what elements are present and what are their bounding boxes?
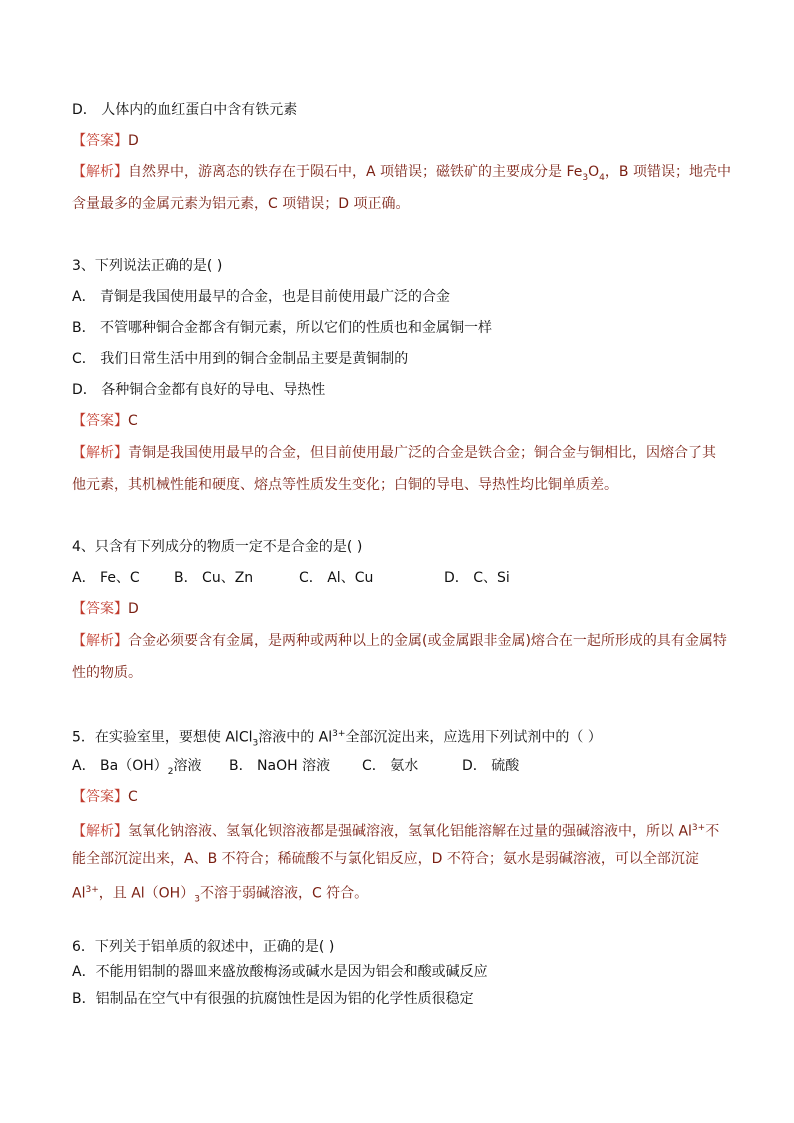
answer-value: C bbox=[128, 413, 138, 429]
answer-value: D bbox=[128, 601, 139, 617]
q4-analysis-line2: 性的物质。 bbox=[72, 665, 142, 681]
q2-answer bbox=[72, 131, 139, 151]
q6-option-a: A．不能用铝制的器皿来盛放酸梅汤或碱水是因为铝会和酸或碱反应 bbox=[72, 964, 488, 980]
analysis-tag: 【解析】 bbox=[72, 445, 128, 461]
answer-value: C bbox=[128, 789, 138, 805]
q4-option-d: D． C、Si bbox=[444, 570, 510, 586]
q5-analysis-line1: 【解析】氢氧化钠溶液、氢氧化钡溶液都是强碱溶液，氢氧化铝能溶解在过量的强碱溶液中，所以 $Al^{3+}$不 bbox=[72, 823, 720, 840]
answer-tag: 【答案】 bbox=[72, 789, 128, 805]
q3-option-b: B． 不管哪种铜合金都含有铜元素，所以它们的性质也和金属铜一样 bbox=[72, 320, 493, 336]
answer-tag: 【答案】 bbox=[72, 133, 128, 149]
q5-option-c: C． 氨水 bbox=[362, 758, 419, 774]
q2-option-d: D． 人体内的血红蛋白中含有铁元素 bbox=[72, 102, 298, 118]
q2-analysis-line1: 【解析】自然界中，游离态的铁存在于陨石中，A 项错误；磁铁矿的主要成分是 $Fe_3O_4$，B 项错误；地壳中 bbox=[72, 164, 731, 183]
q3-option-d: D． 各种铜合金都有良好的导电、导热性 bbox=[72, 382, 326, 398]
answer-tag: 【答案】 bbox=[72, 413, 128, 429]
q6-option-b: B．铝制品在空气中有很强的抗腐蚀性是因为铝的化学性质很稳定 bbox=[72, 991, 474, 1007]
answer-value: D bbox=[128, 133, 139, 149]
q5-answer bbox=[72, 787, 138, 807]
q5-stem: 5．在实验室里，要想使 AlCl$_3$溶液中的 $Al^{3+}$全部沉淀出来，应选用下列试剂中的（ ） bbox=[72, 729, 602, 749]
q4-analysis-line1: 【解析】合金必须要含有金属，是两种或两种以上的金属(或金属跟非金属)熔合在一起所形成的具有金属特 bbox=[72, 633, 727, 649]
q3-analysis-line1: 【解析】青铜是我国使用最早的合金，但目前使用最广泛的合金是铁合金；铜合金与铜相比，因熔合了其 bbox=[72, 445, 716, 461]
analysis-tag: 【解析】 bbox=[72, 164, 128, 180]
q4-option-b: B． Cu、Zn bbox=[174, 570, 254, 586]
q2-analysis-line2: 含量最多的金属元素为铝元素，C 项错误；D 项正确。 bbox=[72, 196, 410, 212]
q5-option-d: D． 硫酸 bbox=[462, 758, 520, 774]
analysis-tag: 【解析】 bbox=[72, 633, 128, 649]
q5-option-a: A． $Ba(OH)_2$溶液 bbox=[72, 758, 202, 777]
answer-tag: 【答案】 bbox=[72, 601, 128, 617]
q4-option-a: A． Fe、C bbox=[72, 570, 140, 586]
analysis-tag: 【解析】 bbox=[72, 823, 128, 840]
q4-option-c: C． Al、Cu bbox=[299, 570, 374, 586]
q4-answer bbox=[72, 599, 139, 619]
q3-stem: 3、下列说法正确的是( ) bbox=[72, 258, 223, 274]
q3-option-c: C． 我们日常生活中用到的铜合金制品主要是黄铜制的 bbox=[72, 351, 409, 367]
q5-analysis-line2: 能全部沉淀出来，A、B 不符合；稀硫酸不与氯化铝反应，D 不符合；氨水是弱碱溶液，可以全部沉淀 bbox=[72, 851, 699, 867]
q5-analysis-line3: $Al^{3+}$，且 $Al(OH)_3$不溶于弱碱溶液，C 符合。 bbox=[72, 885, 369, 905]
q3-answer bbox=[72, 411, 138, 431]
q6-stem: 6．下列关于铝单质的叙述中，正确的是( ) bbox=[72, 939, 335, 955]
q3-option-a: A． 青铜是我国使用最早的合金，也是目前使用最广泛的合金 bbox=[72, 289, 451, 305]
q4-stem: 4、只含有下列成分的物质一定不是合金的是( ) bbox=[72, 539, 363, 555]
q3-analysis-line2: 他元素，其机械性能和硬度、熔点等性质发生变化；白铜的导电、导热性均比铜单质差。 bbox=[72, 477, 618, 493]
q5-option-b: B． NaOH 溶液 bbox=[229, 758, 331, 774]
